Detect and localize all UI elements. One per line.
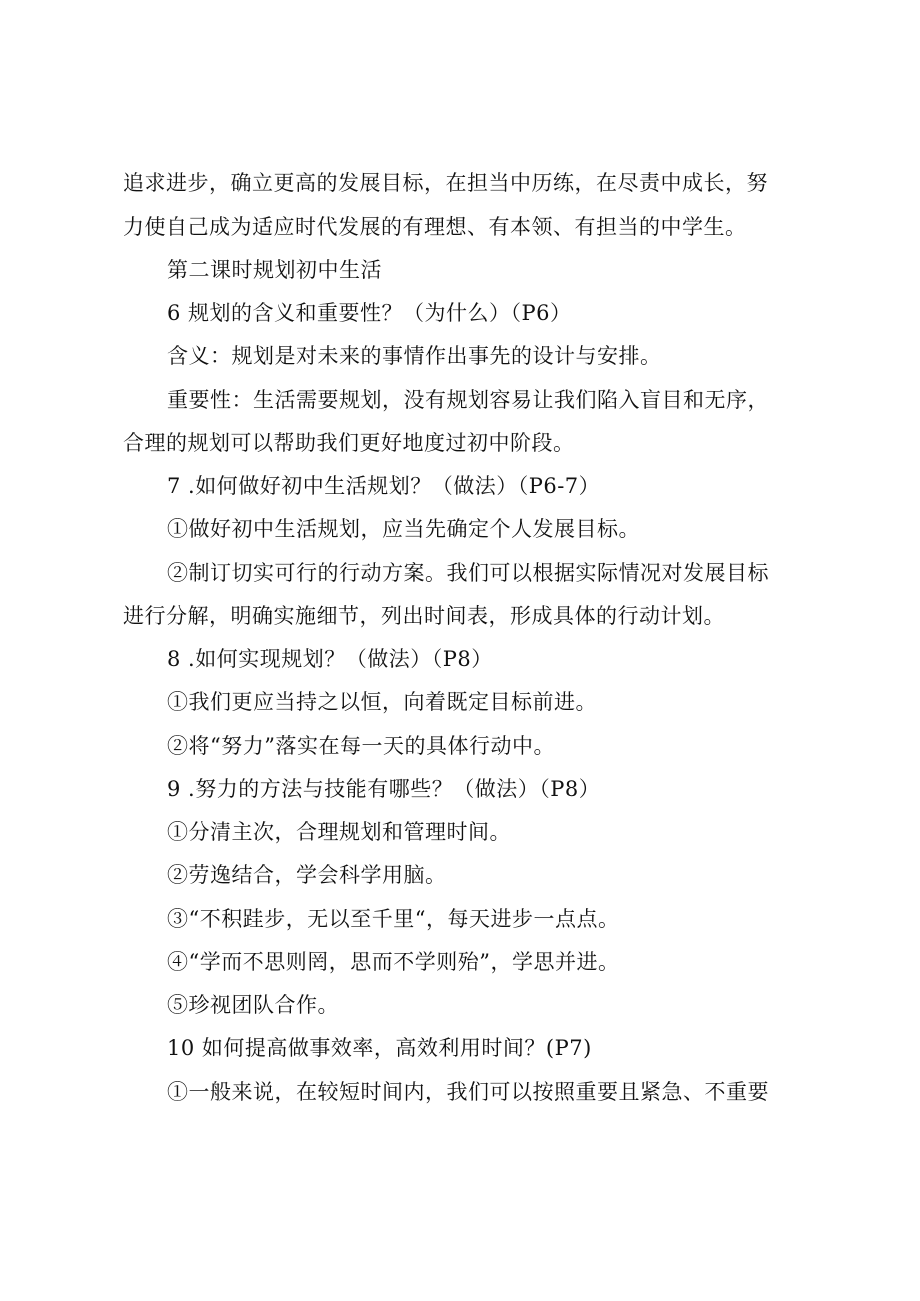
list-item: ①做好初中生活规划，应当先确定个人发展目标。	[167, 517, 640, 541]
paragraph-line: 力使自己成为适应时代发展的有理想、有本领、有担当的中学生。	[123, 215, 747, 239]
section-title: 第二课时规划初中生活	[167, 258, 382, 282]
question-heading: 8 .如何实现规划？（做法）（P8）	[167, 647, 493, 671]
question-heading: 10 如何提高做事效率，高效利用时间？(P7)	[167, 1036, 592, 1060]
list-item: ①我们更应当持之以恒，向着既定目标前进。	[167, 690, 597, 714]
list-item: ②劳逸结合，学会科学用脑。	[167, 863, 447, 887]
paragraph-line: 合理的规划可以帮助我们更好地度过初中阶段。	[123, 431, 575, 455]
list-item: ④“学而不思则罔，思而不学则殆”，学思并进。	[167, 950, 620, 974]
question-heading: 6 规划的含义和重要性？（为什么）（P6）	[167, 301, 572, 325]
paragraph-line: 进行分解，明确实施细节，列出时间表，形成具体的行动计划。	[123, 604, 725, 628]
list-item: ①一般来说，在较短时间内，我们可以按照重要且紧急、不重要	[167, 1080, 769, 1104]
paragraph-line: 重要性：生活需要规划，没有规划容易让我们陷入盲目和无序，	[167, 388, 769, 412]
paragraph-line: 追求进步，确立更高的发展目标，在担当中历练，在尽责中成长，努	[123, 171, 768, 195]
list-item: ①分清主次，合理规划和管理时间。	[167, 820, 511, 844]
question-heading: 7 .如何做好初中生活规划？（做法）（P6-7）	[167, 474, 601, 498]
list-item: ②制订切实可行的行动方案。我们可以根据实际情况对发展目标	[167, 561, 769, 585]
question-heading: 9 .努力的方法与技能有哪些？（做法）（P8）	[167, 777, 601, 801]
list-item: ⑤珍视团队合作。	[167, 993, 339, 1017]
list-item: ②将“努力”落实在每一天的具体行动中。	[167, 734, 555, 758]
paragraph-line: 含义：规划是对未来的事情作出事先的设计与安排。	[167, 344, 662, 368]
list-item: ③“不积跬步，无以至千里“，每天进步一点点。	[167, 907, 620, 931]
